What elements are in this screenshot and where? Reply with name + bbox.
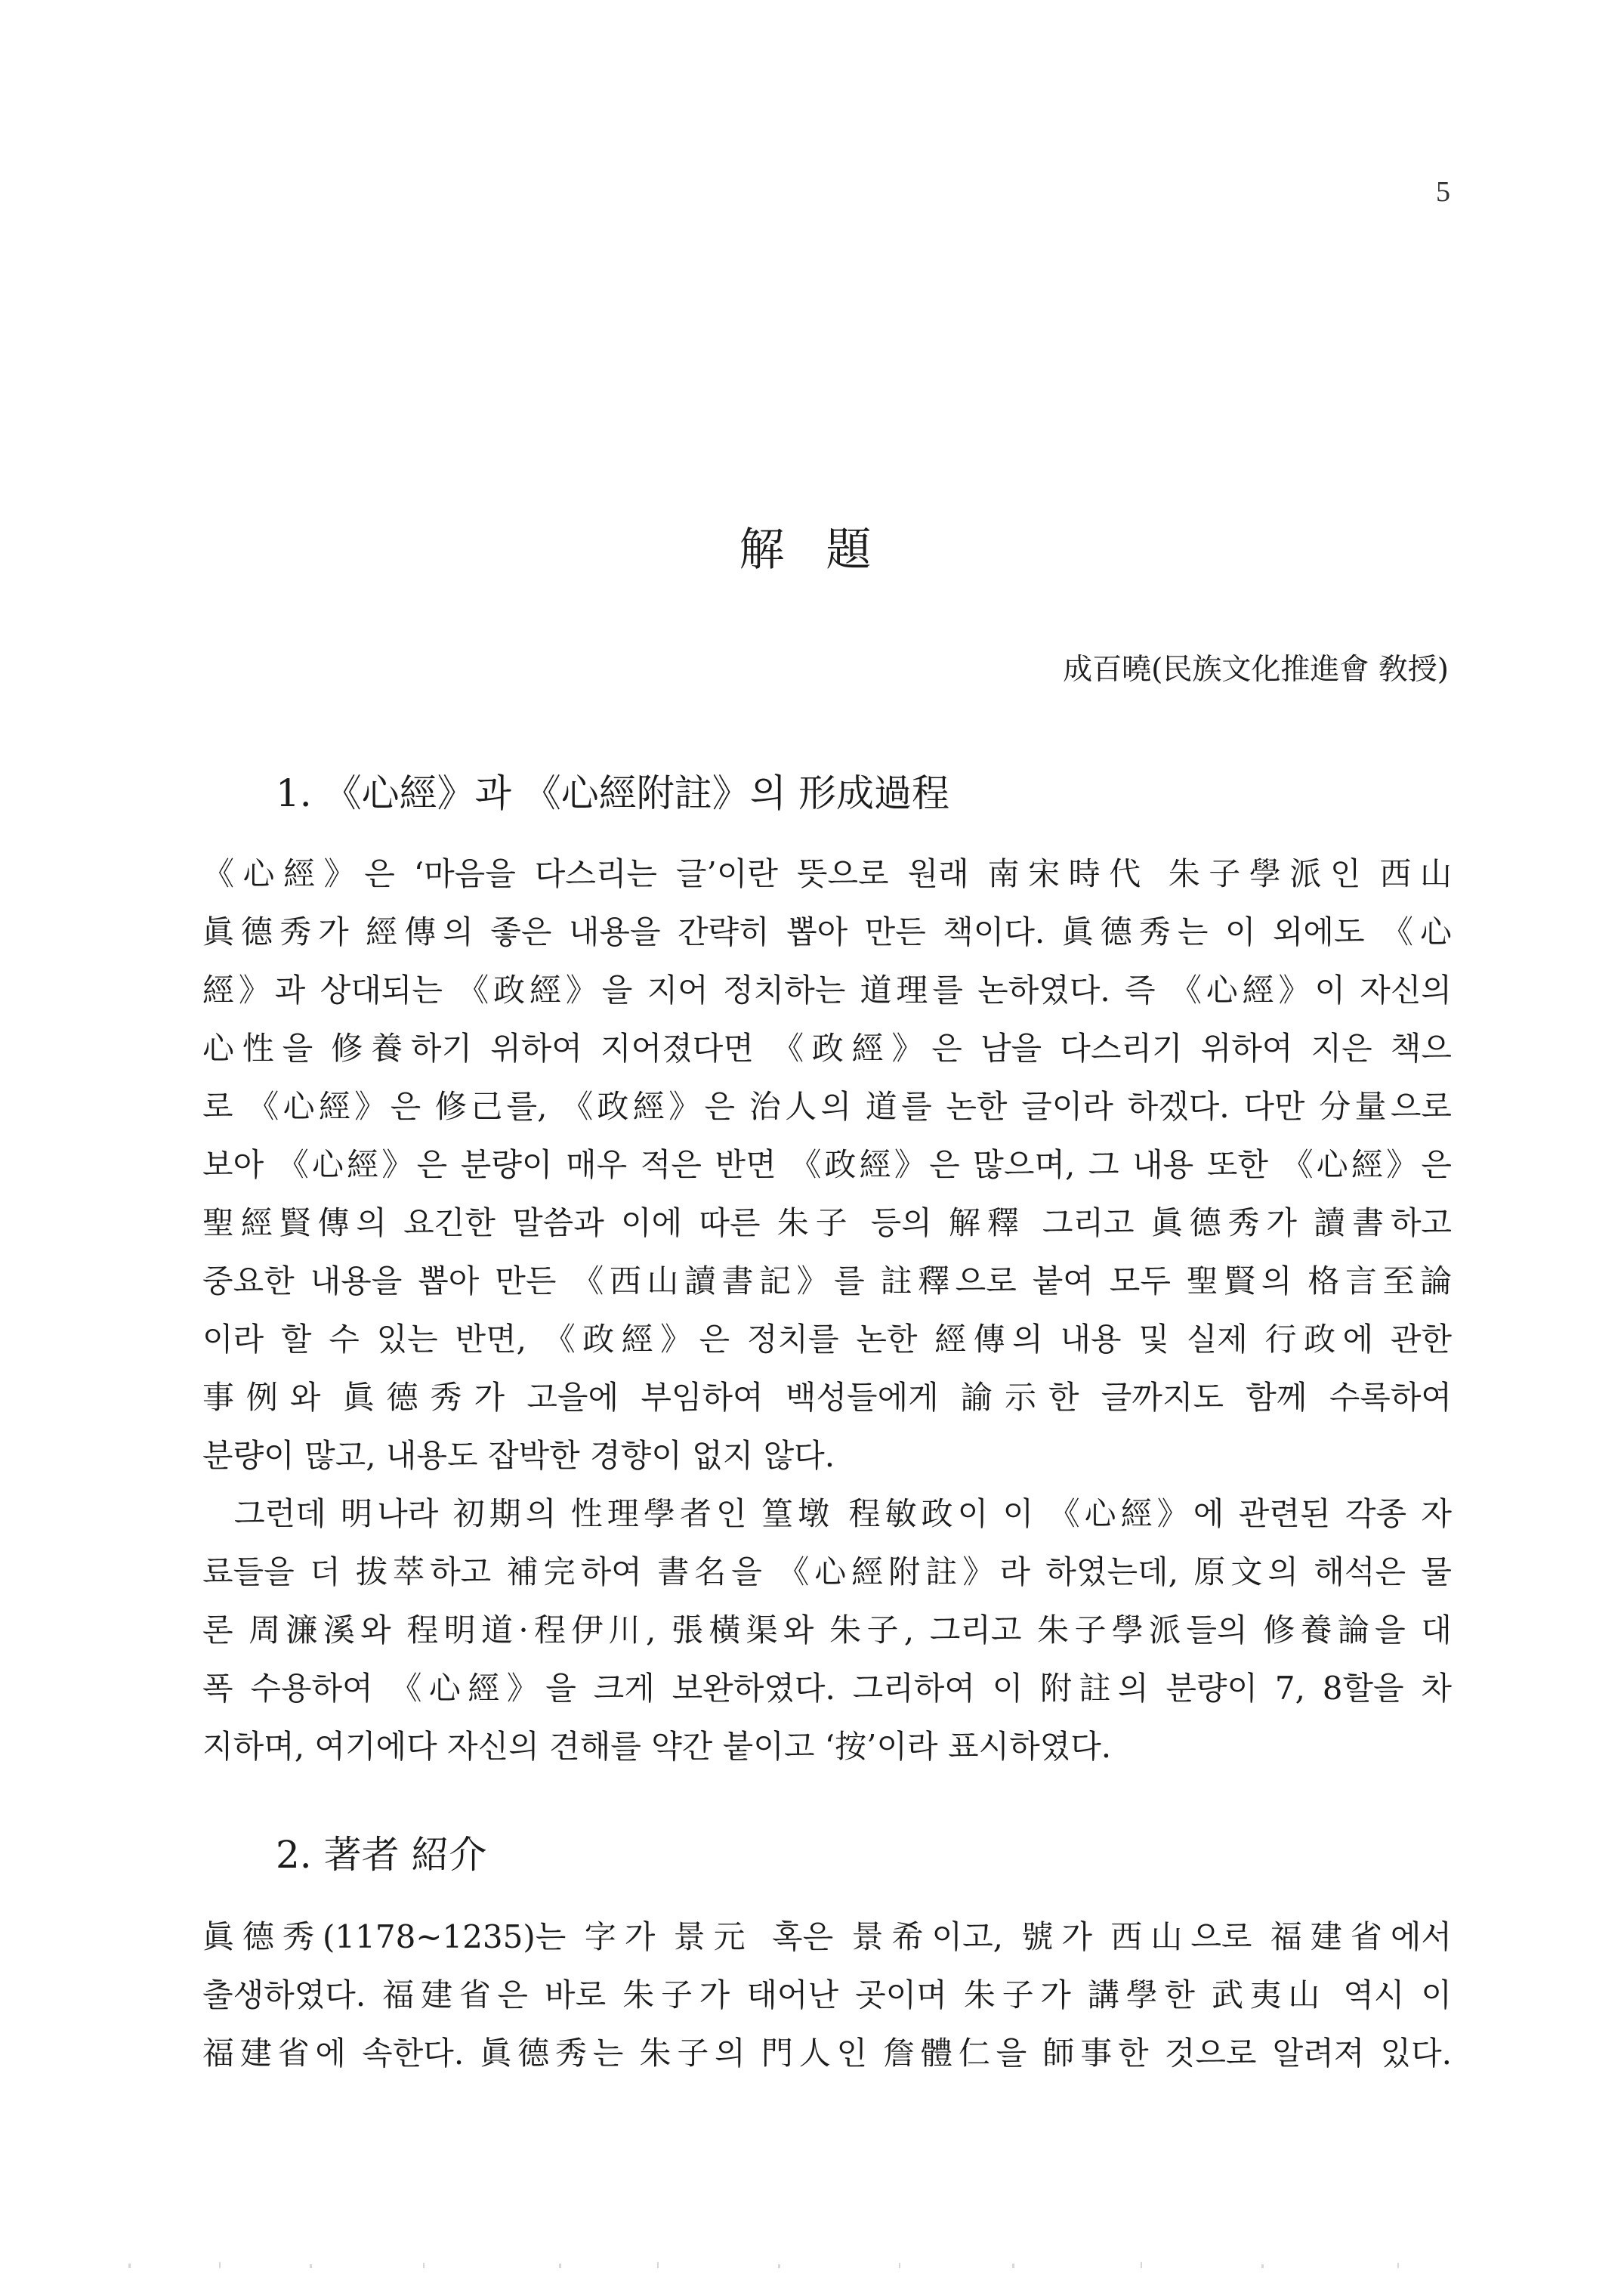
paragraph-line: 중요한 내용을 뽑아 만든 《西山讀書記》를 註釋으로 붙여 모두 聖賢의 格言至論	[202, 1262, 1453, 1299]
paragraph-line: 그런데 明나라 初期의 性理學者인 篁墩 程敏政이 이 《心經》에 관련된 각종 자	[234, 1495, 1452, 1532]
paragraph-line: 《心經》은 ‘마음을 다스리는 글’이란 뜻으로 원래 南宋時代 朱子學派인 西山	[202, 855, 1452, 892]
paragraph-line: 로 《心經》은 修己를, 《政經》은 治人의 道를 논한 글이라 하겠다. 다만 分量으로	[202, 1088, 1452, 1125]
paragraph-line: 心性을 修養하기 위하여 지어졌다면 《政經》은 남을 다스리기 위하여 지은 책으	[202, 1030, 1452, 1067]
paragraph-line: 료들을 더 拔萃하고 補完하여 書名을 《心經附註》라 하였는데, 原文의 해석은 물	[202, 1553, 1452, 1590]
paragraph-line: 출생하였다. 福建省은 바로 朱子가 태어난 곳이며 朱子가 講學한 武夷山 역시 이	[202, 1976, 1452, 2013]
paragraph-line: 眞德秀(1178~1235)는 字가 景元 혹은 景希이고, 號가 西山으로 福建省에서	[202, 1918, 1452, 1955]
section-heading: 2. 著者 紹介	[276, 1833, 487, 1877]
paragraph-line: 폭 수용하여 《心經》을 크게 보완하였다. 그리하여 이 附註의 분량이 7, 8할을 차	[202, 1670, 1452, 1707]
paragraph-line: 분량이 많고, 내용도 잡박한 경향이 없지 않다.	[202, 1437, 835, 1474]
section-heading: 1. 《心經》과 《心經附註》의 形成過程	[276, 771, 949, 815]
section-body	[202, 845, 1452, 1775]
page-number: 5	[1436, 176, 1450, 208]
author-line: 成百曉(民族文化推進會 敎授)	[1063, 653, 1449, 687]
section-body	[202, 1908, 1452, 2082]
paragraph-line: 聖經賢傳의 요긴한 말씀과 이에 따른 朱子 등의 解釋 그리고 眞德秀가 讀書하고	[202, 1204, 1452, 1241]
paragraph-line: 보아 《心經》은 분량이 매우 적은 반면 《政經》은 많으며, 그 내용 또한 《心經》은	[202, 1146, 1452, 1183]
paragraph-line: 經》과 상대되는 《政經》을 지어 정치하는 道理를 논하였다. 즉 《心經》이 자신의	[202, 972, 1452, 1009]
paragraph-line: 지하며, 여기에다 자신의 견해를 약간 붙이고 ‘按’이라 표시하였다.	[202, 1728, 1112, 1765]
paragraph-line: 론 周濂溪와 程明道·程伊川, 張橫渠와 朱子, 그리고 朱子學派들의 修養論을 대	[202, 1612, 1452, 1649]
paragraph-line: 眞德秀가 經傳의 좋은 내용을 간략히 뽑아 만든 책이다. 眞德秀는 이 외에도 《心	[202, 913, 1452, 950]
paragraph-line: 이라 할 수 있는 반면, 《政經》은 정치를 논한 經傳의 내용 및 실제 行政에 관한	[202, 1321, 1452, 1358]
scan-bleed-marks	[113, 2257, 1511, 2273]
document-title: 解 題	[739, 524, 885, 576]
paragraph-line: 事例와 眞德秀가 고을에 부임하여 백성들에게 諭示한 글까지도 함께 수록하여	[202, 1379, 1452, 1416]
paragraph-line: 福建省에 속한다. 眞德秀는 朱子의 門人인 詹體仁을 師事한 것으로 알려져 있다.	[202, 2035, 1452, 2072]
